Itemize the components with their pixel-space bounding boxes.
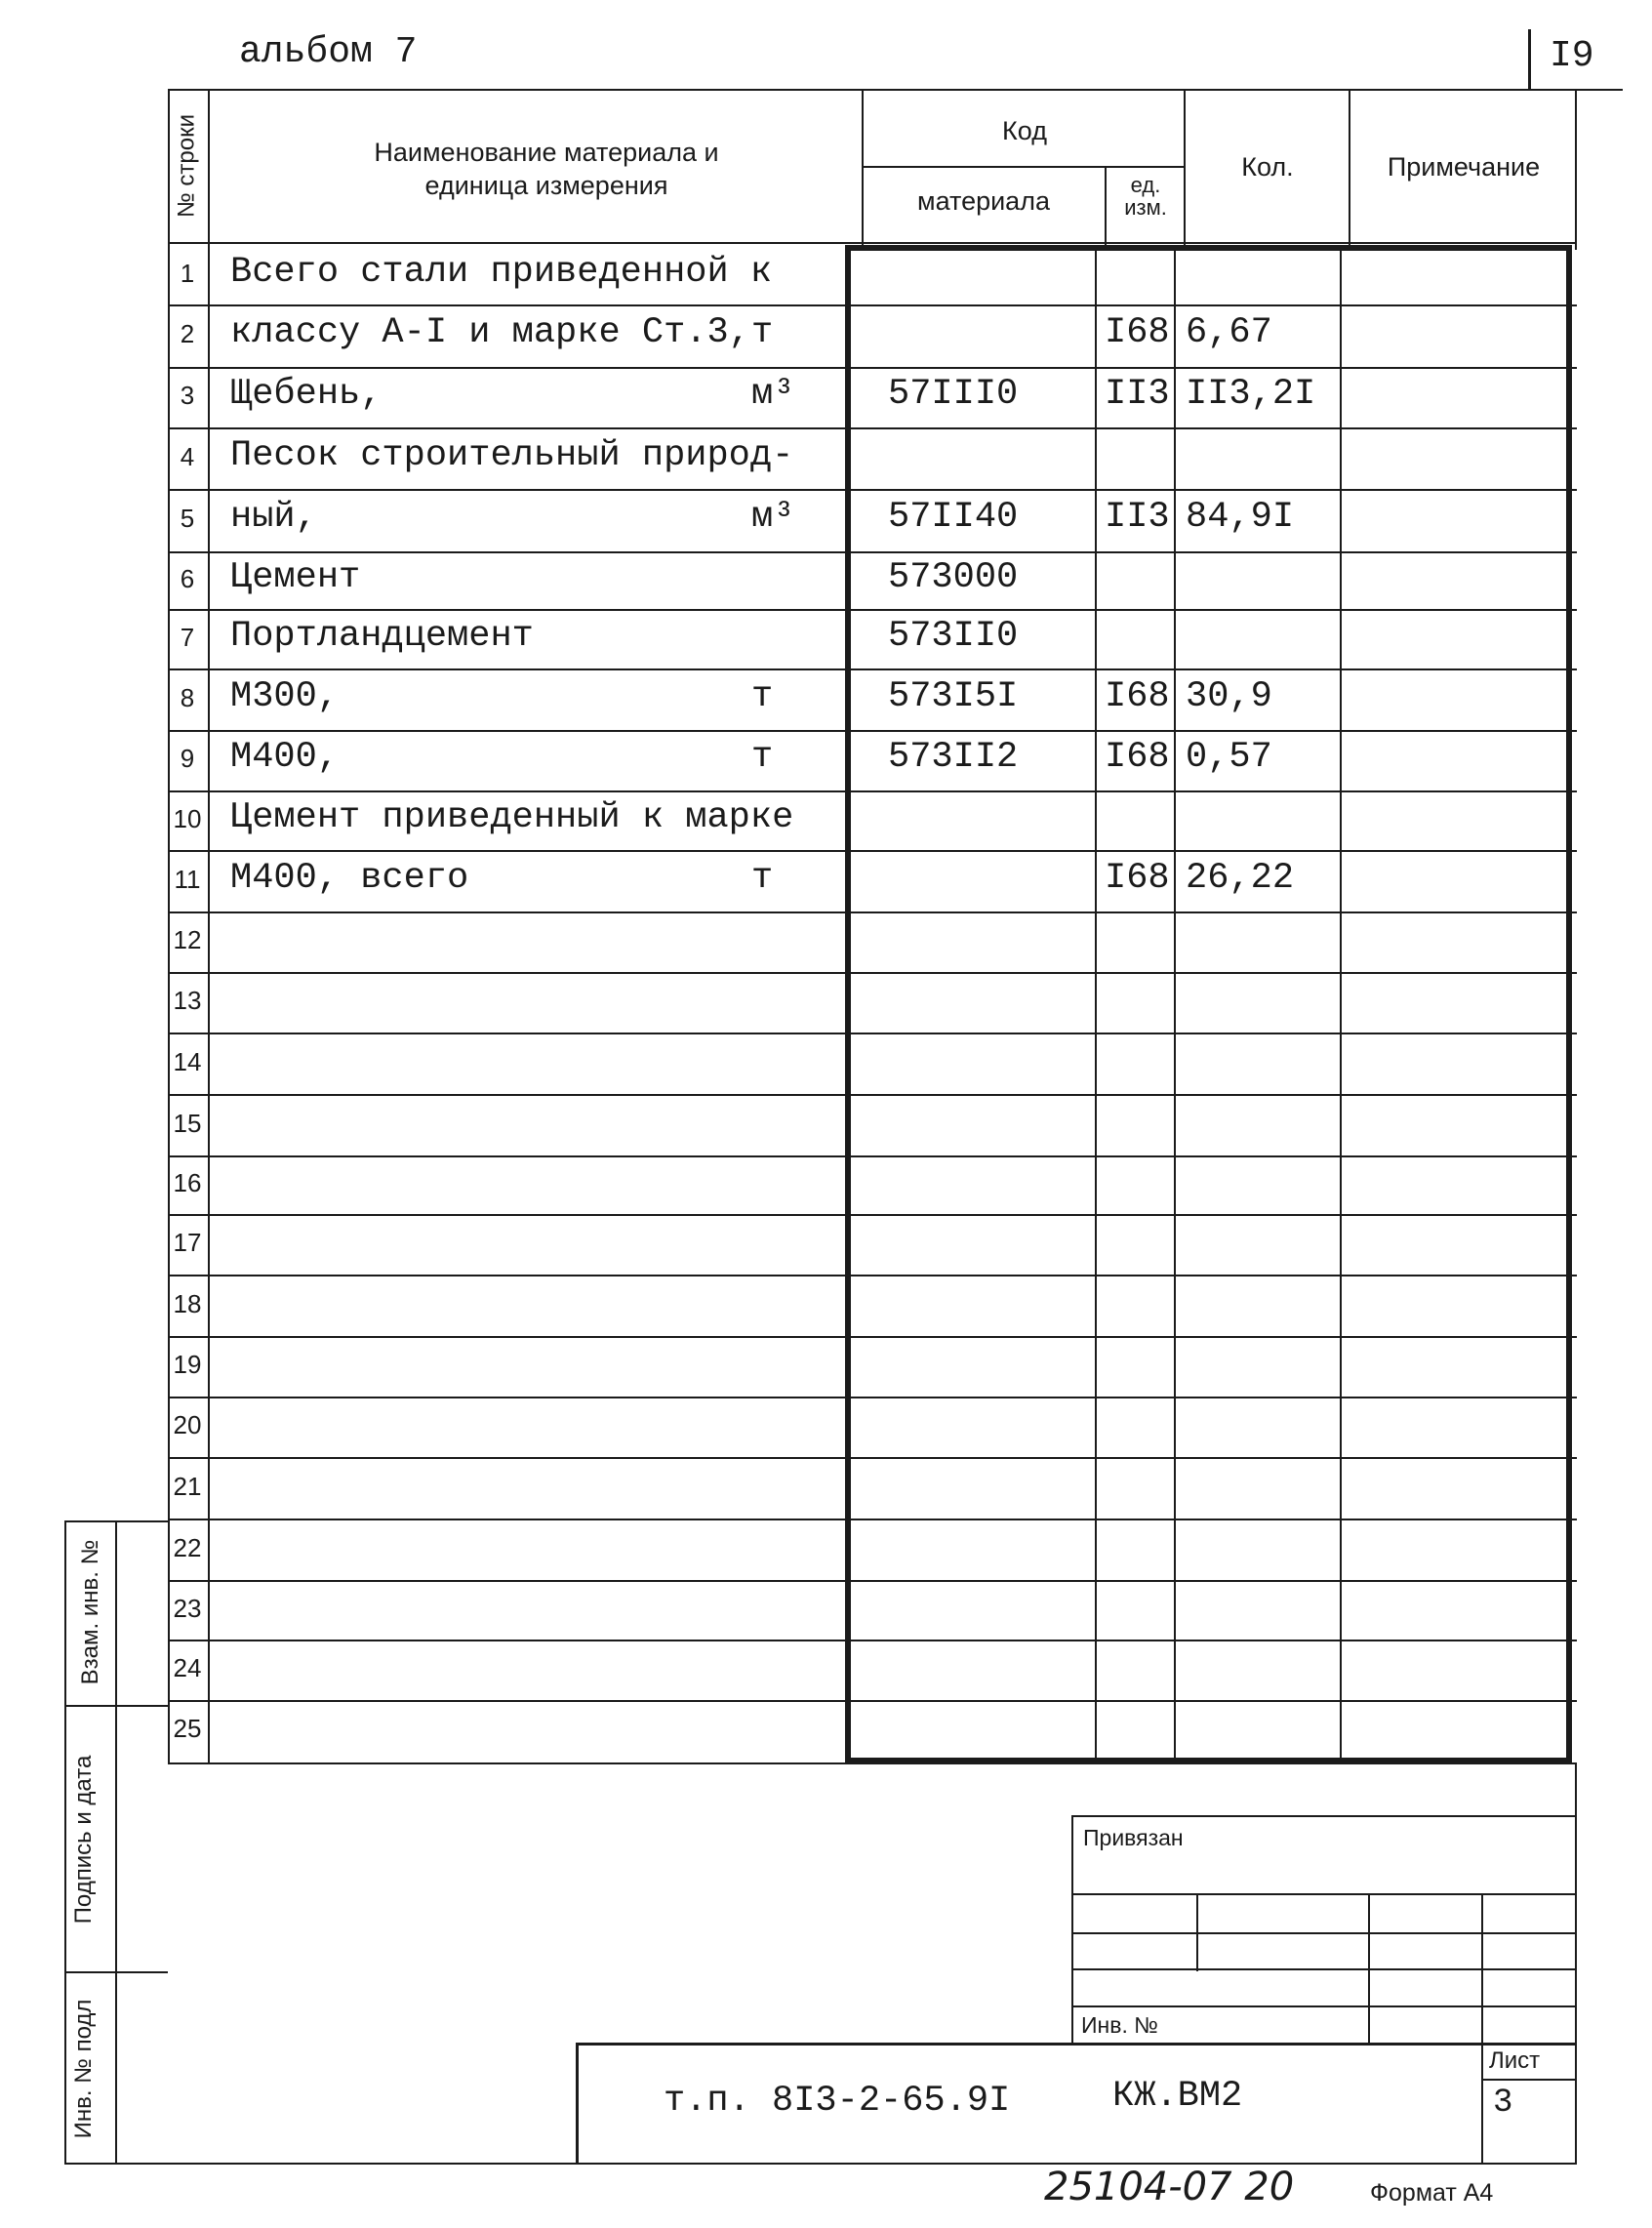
material-name: Щебень, <box>230 374 383 415</box>
header-note: Примечание <box>1387 152 1541 182</box>
document-mark: КЖ.ВМ2 <box>1112 2076 1243 2117</box>
row-line <box>168 911 1577 913</box>
unit-label: т <box>751 312 774 353</box>
row-line <box>168 1519 1577 1520</box>
row-line <box>168 551 1577 553</box>
row-line <box>168 730 1577 732</box>
row-line <box>168 1700 1577 1702</box>
unit-label: т <box>751 857 774 899</box>
row-line <box>168 609 1577 611</box>
row-line <box>168 367 1577 369</box>
row-number: 6 <box>180 563 195 593</box>
row-number: 23 <box>173 1593 202 1623</box>
inv-no-label: Инв. № <box>1081 2012 1158 2038</box>
row-line <box>168 1580 1577 1582</box>
material-code: 57II40 <box>888 497 1019 538</box>
sheet-number-top: I9 <box>1550 35 1594 77</box>
row-number: 1 <box>180 258 195 288</box>
row-number: 24 <box>173 1653 202 1682</box>
sheet-divider <box>1528 29 1531 90</box>
row-line <box>168 972 1577 974</box>
linked-label: Привязан <box>1083 1825 1184 1850</box>
row-number: 19 <box>173 1350 202 1379</box>
row-line <box>168 1155 1577 1157</box>
document-code: т.п. 8I3-2-65.9I <box>664 2081 1011 2122</box>
row-line <box>168 1214 1577 1216</box>
row-number: 8 <box>180 682 195 712</box>
album-label: альбом 7 <box>239 31 418 73</box>
row-number: 13 <box>173 986 202 1015</box>
unit-code: I68 <box>1105 737 1170 778</box>
row-line <box>168 790 1577 792</box>
material-code: 57III0 <box>888 374 1019 415</box>
row-number: 4 <box>180 441 195 471</box>
material-name: Всего стали приведенной к <box>230 251 773 293</box>
stamp-sign-date: Подпись и дата <box>70 1755 97 1924</box>
header-qty: Кол. <box>1241 152 1294 182</box>
material-name: Цемент <box>230 556 361 598</box>
material-name: Портландцемент <box>230 615 534 657</box>
material-name: Песок строительный природ- <box>230 434 794 476</box>
row-line <box>168 1033 1577 1034</box>
material-name: классу А-I и марке Ст.3, <box>230 312 750 353</box>
row-line <box>168 489 1577 491</box>
quantity: II3,2I <box>1186 374 1316 415</box>
bold-frame-top <box>845 245 1572 251</box>
row-number: 9 <box>180 744 195 773</box>
row-number: 20 <box>173 1410 202 1439</box>
stamp-replace-inv: Взам. инв. № <box>77 1539 103 1685</box>
stamp-inv-sign: Инв. № подл <box>70 1999 97 2139</box>
bold-frame-left <box>845 245 851 1762</box>
row-number: 12 <box>173 925 202 954</box>
unit-code: I68 <box>1105 857 1170 899</box>
unit-code: II3 <box>1105 374 1170 415</box>
row-line <box>168 850 1577 852</box>
unit-label: т <box>751 737 774 778</box>
header-code: Код <box>1002 116 1047 145</box>
material-code: 573II2 <box>888 737 1019 778</box>
col-qty-left <box>1174 245 1176 1762</box>
sheet-label: Лист <box>1489 2047 1541 2074</box>
quantity: 26,22 <box>1186 857 1295 899</box>
row-line <box>168 1336 1577 1338</box>
format-label: Формат А4 <box>1370 2179 1494 2207</box>
quantity: 84,9I <box>1186 497 1295 538</box>
row-number: 11 <box>174 864 201 894</box>
row-number: 15 <box>173 1108 202 1138</box>
quantity: 6,67 <box>1186 312 1272 353</box>
row-number: 7 <box>180 622 195 652</box>
row-line <box>168 427 1577 429</box>
table-bottom-line <box>168 1762 1577 1764</box>
row-line <box>168 1397 1577 1398</box>
material-name: М400, всего <box>230 857 469 899</box>
inventory-number: 25104-07 20 <box>1044 2165 1295 2209</box>
unit-code: I68 <box>1105 312 1170 353</box>
unit-label: м³ <box>751 497 795 538</box>
header-material: материала <box>917 186 1050 216</box>
material-name: М400, <box>230 737 340 778</box>
unit-code: II3 <box>1105 497 1170 538</box>
material-name: ный, <box>230 497 317 538</box>
header-unit: ед. изм. <box>1124 173 1167 221</box>
row-number: 21 <box>173 1471 202 1501</box>
col-unit-left <box>1095 245 1097 1762</box>
material-code: 573II0 <box>888 615 1019 657</box>
row-number: 22 <box>173 1532 202 1562</box>
material-code: 573000 <box>888 556 1019 598</box>
row-number: 25 <box>173 1714 202 1743</box>
row-line <box>168 1457 1577 1459</box>
row-number: 10 <box>173 803 202 833</box>
row-number: 3 <box>180 381 195 410</box>
unit-label: м³ <box>751 374 795 415</box>
row-number: 14 <box>173 1046 202 1076</box>
row-number: 5 <box>180 504 195 533</box>
bold-frame-right <box>1566 245 1572 1762</box>
row-line <box>168 1275 1577 1276</box>
row-number: 17 <box>173 1228 202 1257</box>
quantity: 0,57 <box>1186 737 1272 778</box>
row-number: 18 <box>173 1288 202 1318</box>
quantity: 30,9 <box>1186 675 1272 717</box>
sheet-number: 3 <box>1493 2085 1513 2122</box>
material-code: 573I5I <box>888 675 1019 717</box>
header-row-no: № строки <box>173 114 200 219</box>
material-name: Цемент приведенный к марке <box>230 796 794 838</box>
col-note-left <box>1340 245 1342 1762</box>
row-line <box>168 1640 1577 1641</box>
row-number: 2 <box>180 319 195 348</box>
row-number: 16 <box>173 1168 202 1197</box>
unit-code: I68 <box>1105 675 1170 717</box>
unit-label: т <box>751 675 774 717</box>
header-name: Наименование материала и единица измерения <box>374 138 719 200</box>
row-line <box>168 668 1577 670</box>
material-name: М300, <box>230 675 340 717</box>
row-line <box>168 1094 1577 1096</box>
row-line <box>168 304 1577 306</box>
